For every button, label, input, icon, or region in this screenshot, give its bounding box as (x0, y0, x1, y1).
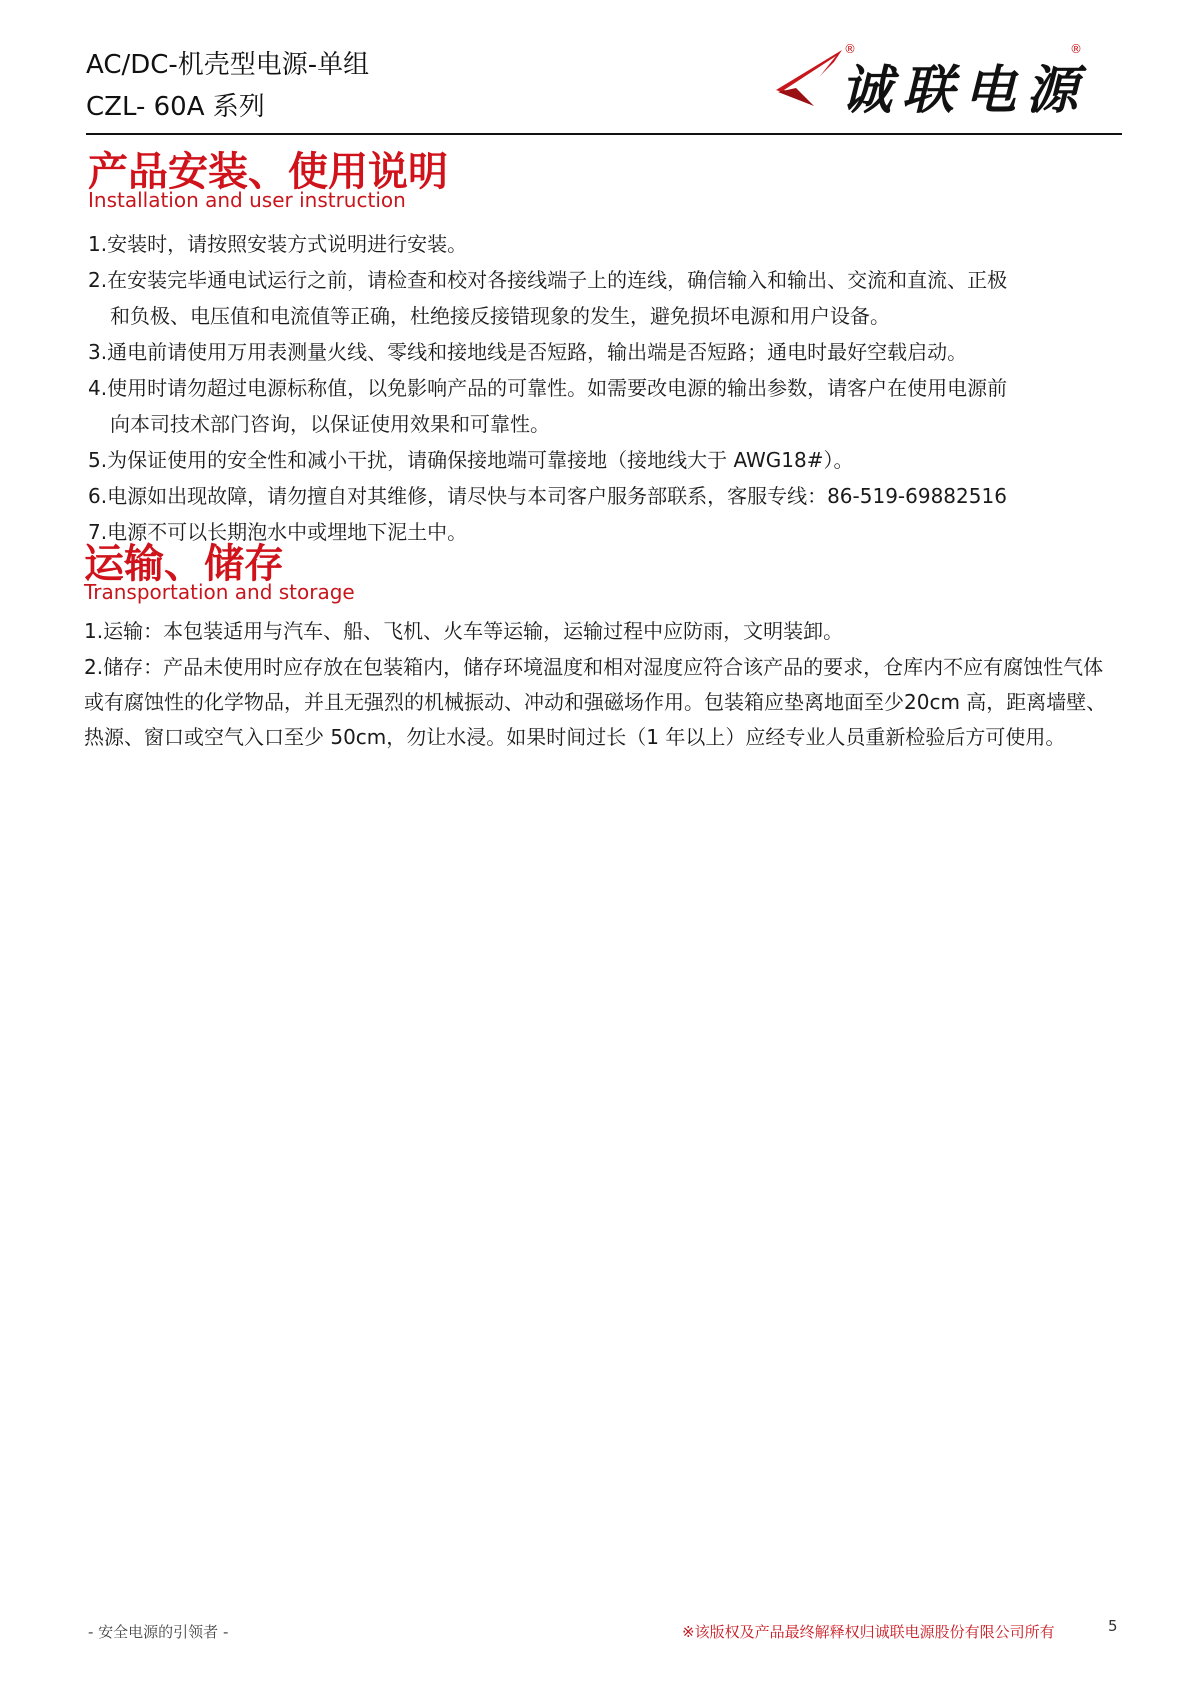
installation-item: 7.电源不可以长期泡水中或埋地下泥土中。 (88, 520, 468, 544)
header-title-line1: AC/DC-机壳型电源-单组 (86, 50, 370, 80)
footer-slogan: - 安全电源的引领者 - (88, 1623, 229, 1641)
logo-text: 诚联电源 (840, 60, 1089, 121)
installation-item: 2.在安装完毕通电试运行之前，请检查和校对各接线端子上的连线，确信输入和输出、交流和直流、正极 和负极、电压值和电流值等正确，杜绝接反接错现象的发生，避免损坏电源和用户设备。 (88, 268, 1008, 328)
installation-item: 4.使用时请勿超过电源标称值，以免影响产品的可靠性。如需要改电源的输出参数，请客户在使用电源前 向本司技术部门咨询，以保证使用效果和可靠性。 (88, 376, 1008, 436)
company-logo (770, 40, 1120, 121)
header-title-line2: CZL- 60A 系列 (86, 92, 265, 122)
installation-heading: 产品安装、使用说明 (88, 149, 448, 195)
installation-item: 3.通电前请使用万用表测量火线、零线和接地线是否短路，输出端是否短路；通电时最好空载启动。 (88, 340, 968, 364)
installation-subheading: Installation and user instruction (88, 188, 406, 212)
transport-heading: 运输、储存 (84, 541, 284, 587)
installation-item: 5.为保证使用的安全性和减小干扰，请确保接地端可靠接地（接地线大于 AWG18#）。 (88, 448, 854, 472)
document-header (86, 44, 369, 128)
footer-copyright: ※该版权及产品最终解释权归诚联电源股份有限公司所有 (682, 1623, 1055, 1641)
installation-item: 1.安装时，请按照安装方式说明进行安装。 (88, 232, 468, 256)
storage-paragraph: 2.储存：产品未使用时应存放在包装箱内，储存环境温度和相对湿度应符合该产品的要求，仓库内不应有腐蚀性气体或有腐蚀性的化学物品，并且无强烈的机械振动、冲动和强磁场作用。包装箱应垫离地面至少20cm 高，距离墙壁、热源、窗口或空气入口至少 50cm，勿让水浸。如果时间过长（1 年以上）应经专业人员重新检验后方可使用。 (84, 655, 1107, 749)
header-divider (86, 133, 1122, 135)
page-number: 5 (1108, 1617, 1118, 1635)
transport-paragraph: 1.运输：本包装适用与汽车、船、飞机、火车等运输，运输过程中应防雨，文明装卸。 (84, 619, 844, 643)
transport-subheading: Transportation and storage (84, 580, 355, 604)
logo-swoosh-icon (770, 40, 850, 112)
installation-list (88, 226, 1128, 550)
installation-item: 6.电源如出现故障，请勿擅自对其维修，请尽快与本司客户服务部联系，客服专线：86-519-69882516 (88, 484, 1007, 508)
logo-registered-mark-right: ® (1070, 42, 1082, 56)
logo-registered-mark-left: ® (844, 42, 856, 56)
